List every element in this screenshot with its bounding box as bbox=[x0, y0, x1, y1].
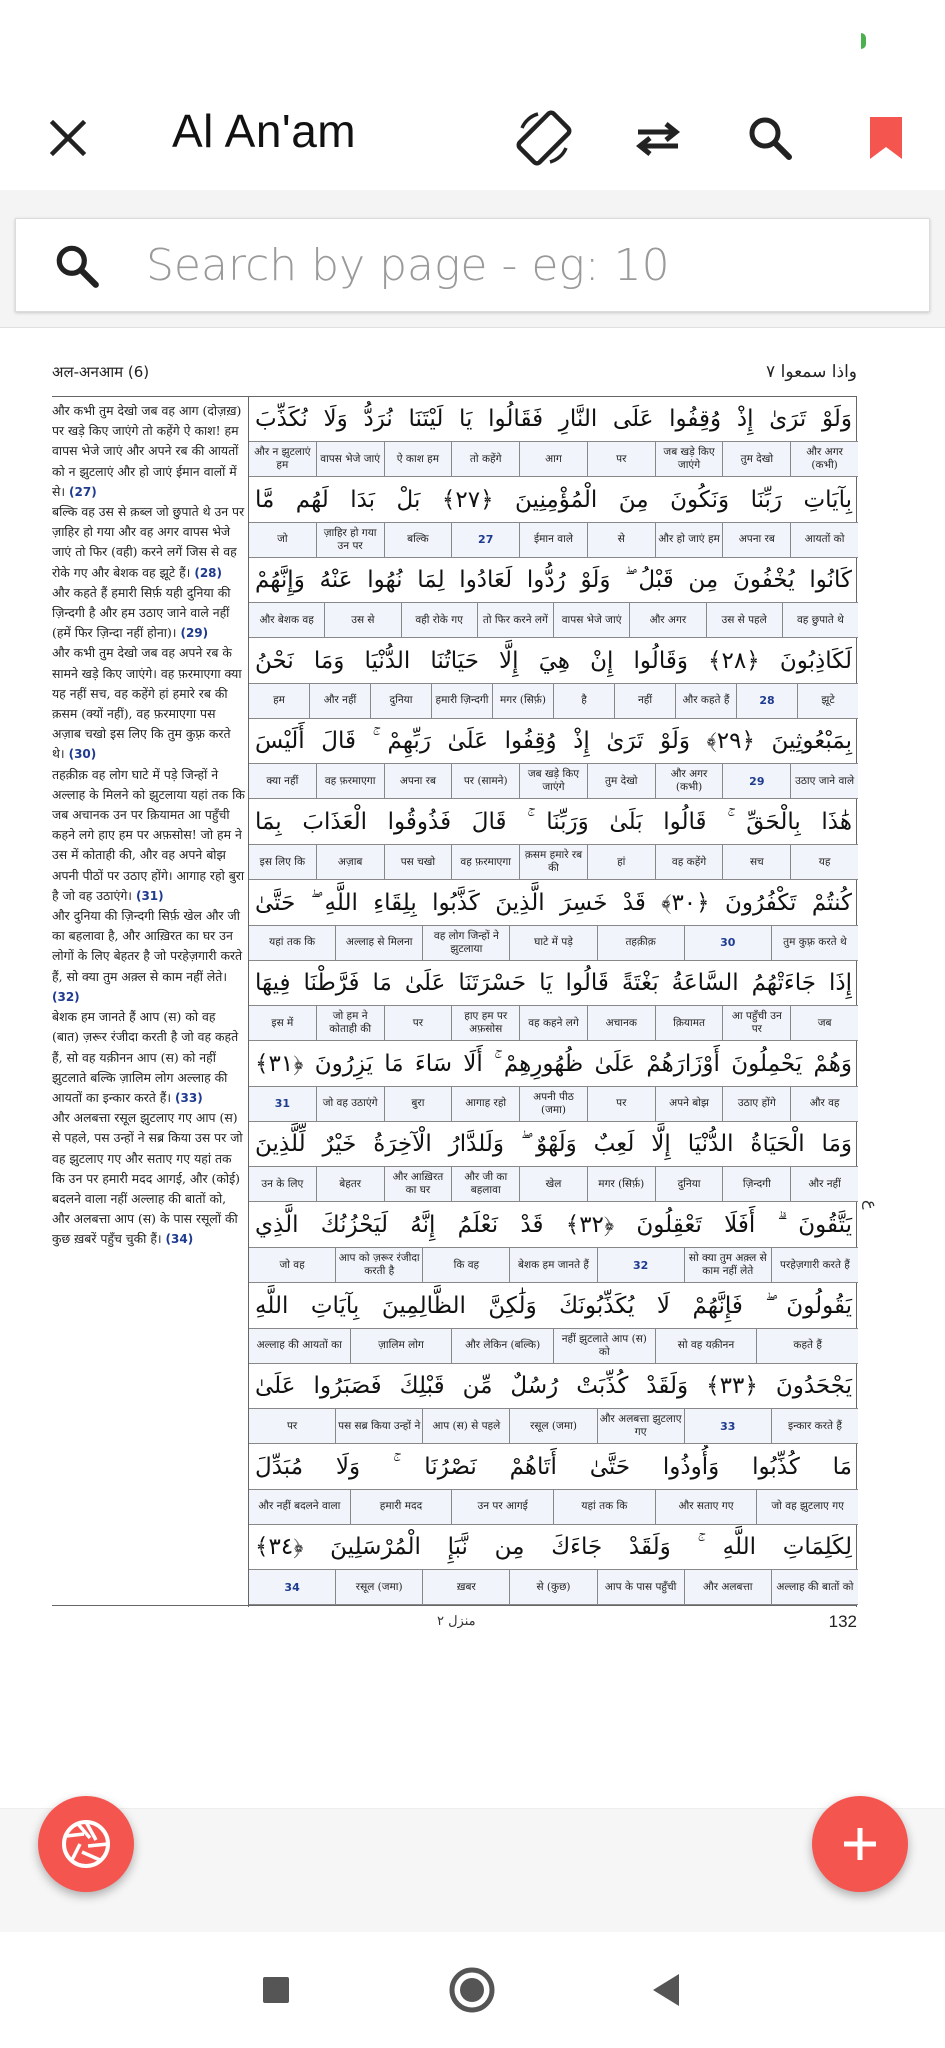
word-meaning-cell: वह छुपाते थे bbox=[782, 603, 858, 637]
word-meaning-cell: हां bbox=[587, 845, 655, 879]
word-meaning-cell: आगाह रहो bbox=[451, 1087, 519, 1121]
word-meaning-cell: जो bbox=[277, 533, 288, 546]
word-meaning-cell: और नहीं bbox=[309, 684, 370, 718]
word-meaning-cell: ईमान वाले bbox=[519, 523, 587, 557]
word-meaning-cell: तुम देखो bbox=[722, 442, 790, 476]
add-button[interactable] bbox=[812, 1796, 908, 1892]
word-by-word-row bbox=[249, 1489, 858, 1525]
app-bar bbox=[0, 80, 945, 190]
bookmark-icon bbox=[868, 115, 904, 161]
arabic-verse-line[interactable]: مَا كُذِّبُوا وَأُوذُوا حَتَّىٰ أَتَاهُمْ نَصْرُنَا ۚ وَلَا مُبَدِّلَ bbox=[255, 1453, 852, 1480]
search-bar-container bbox=[0, 190, 945, 328]
verse-line-block bbox=[249, 719, 858, 800]
word-by-word-row bbox=[249, 1569, 858, 1605]
word-meaning-cell: उस से पहले bbox=[706, 603, 782, 637]
word-meaning-cell: घाटे में पड़े bbox=[509, 926, 596, 960]
translation-paragraph bbox=[52, 1108, 246, 1249]
word-meaning-cell: अपने बोझ bbox=[655, 1087, 723, 1121]
word-meaning-cell: और अगर bbox=[629, 603, 705, 637]
word-meaning-cell: 33 bbox=[684, 1409, 771, 1443]
word-by-word-row bbox=[249, 683, 858, 719]
word-meaning-cell: और अगर (कभी) bbox=[655, 764, 723, 798]
verse-line-block bbox=[249, 478, 858, 559]
word-meaning-cell: और सताए गए bbox=[655, 1490, 757, 1524]
status-bar bbox=[0, 0, 945, 80]
word-meaning-cell: आ पहुँची उन पर bbox=[722, 1006, 790, 1040]
system-navigation-bar bbox=[0, 1932, 945, 2048]
word-meaning-cell: और हो जाएं हम bbox=[655, 523, 723, 557]
word-meaning-cell: अपना रब bbox=[384, 764, 452, 798]
word-meaning-cell: उन के लिए bbox=[261, 1177, 304, 1190]
page-footer bbox=[52, 1612, 857, 1636]
word-meaning-cell: खेल bbox=[519, 1167, 587, 1201]
arabic-verse-line[interactable]: يَجْحَدُونَ ﴿٣٣﴾ وَلَقَدْ كُذِّبَتْ رُسُلٌ مِّن قَبْلِكَ فَصَبَرُوا عَلَىٰ bbox=[255, 1373, 852, 1400]
word-meaning-cell: बल्कि bbox=[384, 523, 452, 557]
word-meaning-cell: ऐ काश हम bbox=[384, 442, 452, 476]
quran-page[interactable] bbox=[0, 328, 945, 1808]
translation-text: और कहते हैं हमारी सिर्फ़ यही दुनिया की ज़िन्दगी है और हम उठाए जाने वाले नहीं (हमें फिर ज़िन्दा नहीं होना)। bbox=[52, 584, 231, 641]
juz-name-label: واذا سمعوا ٧ bbox=[766, 362, 857, 382]
verse-number: (27) bbox=[69, 484, 97, 499]
word-meaning-cell: और नहीं बदलने वाला bbox=[258, 1500, 341, 1513]
word-meaning-cell: से (कुछ) bbox=[509, 1570, 596, 1604]
page-number: 132 bbox=[828, 1612, 857, 1631]
verse-line-block bbox=[249, 800, 858, 881]
verse-line-block bbox=[249, 1445, 858, 1526]
home-button[interactable] bbox=[442, 1960, 502, 2020]
word-meaning-cell: 34 bbox=[284, 1580, 300, 1594]
word-meaning-cell: अज़ाब bbox=[316, 845, 384, 879]
arabic-verse-line[interactable]: كُنتُمْ تَكْفُرُونَ ﴿٣٠﴾ قَدْ خَسِرَ الَّذِينَ كَذَّبُوا بِلِقَاءِ اللَّهِ ۖ حَتَّىٰ bbox=[255, 889, 852, 916]
verse-number: (30) bbox=[68, 747, 97, 762]
word-meaning-cell: हाए हम पर अफ़सोस bbox=[451, 1006, 519, 1040]
word-meaning-cell: मगर (सिर्फ़) bbox=[492, 684, 553, 718]
verse-line-block bbox=[249, 961, 858, 1042]
back-button[interactable] bbox=[636, 1960, 696, 2020]
word-meaning-cell: उठाए होंगे bbox=[722, 1087, 790, 1121]
bookmark-button[interactable] bbox=[856, 106, 916, 170]
word-by-word-row bbox=[249, 763, 858, 799]
ruku-marker: ع bbox=[862, 1200, 881, 1210]
word-meaning-cell: हमारी मदद bbox=[350, 1490, 452, 1524]
search-button[interactable] bbox=[738, 106, 802, 170]
word-meaning-cell: से bbox=[587, 523, 655, 557]
translation-text: और दुनिया की ज़िन्दगी सिर्फ़ खेल और जी का बहलावा है, और आख़िरत का घर उन लोगों के लिए बेहतर है जो परहेज़गारी करते हैं, सो क्या तुम अक़्ल से काम नहीं लेते। bbox=[52, 908, 243, 984]
word-meaning-cell: और अलबत्ता bbox=[684, 1570, 771, 1604]
word-meaning-cell: ज़ालिम लोग bbox=[350, 1329, 452, 1363]
translation-paragraph bbox=[52, 1007, 246, 1108]
translation-column bbox=[52, 397, 248, 1607]
word-meaning-cell: जो वह bbox=[279, 1258, 305, 1271]
word-by-word-row bbox=[249, 1005, 858, 1041]
word-meaning-cell: यहां तक कि bbox=[553, 1490, 655, 1524]
arabic-verse-line[interactable]: بِمَبْعُوثِينَ ﴿٢٩﴾ وَلَوْ تَرَىٰ إِذْ وُقِفُوا عَلَىٰ رَبِّهِمْ ۚ قَالَ أَلَيْسَ bbox=[255, 728, 852, 755]
word-meaning-cell: तो फिर करने लगें bbox=[477, 603, 553, 637]
verse-line-block bbox=[249, 881, 858, 962]
arabic-verse-line[interactable]: هَٰذَا بِالْحَقِّ ۚ قَالُوا بَلَىٰ وَرَبِّنَا ۚ قَالَ فَذُوقُوا الْعَذَابَ بِمَا bbox=[255, 809, 852, 835]
arabic-verse-line[interactable]: يَقُولُونَ ۖ فَإِنَّهُمْ لَا يُكَذِّبُونَكَ وَلَٰكِنَّ الظَّالِمِينَ بِآيَاتِ اللَّهِ bbox=[255, 1292, 852, 1319]
word-meaning-cell: दुनिया bbox=[370, 684, 431, 718]
verse-line-block bbox=[249, 1203, 858, 1284]
word-meaning-cell: ख़बर bbox=[422, 1570, 509, 1604]
translation-paragraph bbox=[52, 401, 246, 502]
translation-paragraph bbox=[52, 583, 246, 644]
word-meaning-cell: और जी का बहलावा bbox=[451, 1167, 519, 1201]
verse-column bbox=[248, 397, 857, 1607]
word-meaning-cell: रसूल (जमा) bbox=[335, 1570, 422, 1604]
word-meaning-cell: झूटे bbox=[797, 684, 858, 718]
word-meaning-cell: जो हम ने कोताही की bbox=[316, 1006, 384, 1040]
close-button[interactable] bbox=[36, 106, 100, 170]
translation-text: बेशक हम जानते हैं आप (स) को वह (बात) ज़रूर रंजीदा करती है जो वह कहते हैं, सो वह यक़ीनन आप (स) को नहीं झुटलाते बल्कि ज़ालिम लोग अल्लाह की आयतों का इन्कार करते हैं। bbox=[52, 1009, 239, 1105]
word-meaning-cell: अल्लाह की बातों को bbox=[771, 1570, 858, 1604]
verse-line-block bbox=[249, 558, 858, 639]
word-meaning-cell: दुनिया bbox=[655, 1167, 723, 1201]
word-meaning-cell: ज़ाहिर हो गया उन पर bbox=[316, 523, 384, 557]
word-meaning-cell: पर bbox=[587, 1087, 655, 1121]
back-triangle-icon bbox=[649, 1972, 683, 2008]
screen-rotation-icon bbox=[512, 106, 576, 170]
word-meaning-cell: 27 bbox=[451, 523, 519, 557]
word-meaning-cell: पर bbox=[384, 1006, 452, 1040]
word-meaning-cell: और आख़िरत का घर bbox=[384, 1167, 452, 1201]
word-meaning-cell: जब खड़े किए जाएंगे bbox=[519, 764, 587, 798]
page-title: Al An'am bbox=[172, 105, 357, 157]
quran-frame bbox=[52, 396, 857, 1606]
word-meaning-cell: और कहते हैं bbox=[675, 684, 736, 718]
word-meaning-cell: वापस भेजे जाएं bbox=[316, 442, 384, 476]
word-meaning-cell: बेशक हम जानते हैं bbox=[509, 1248, 596, 1282]
word-meaning-cell: और नहीं bbox=[790, 1167, 858, 1201]
verse-line-block bbox=[249, 1364, 858, 1445]
word-meaning-cell: जब खड़े किए जाएंगे bbox=[655, 442, 723, 476]
word-meaning-cell: ज़िन्दगी bbox=[722, 1167, 790, 1201]
word-meaning-cell: तो कहेंगे bbox=[451, 442, 519, 476]
word-by-word-row bbox=[249, 441, 858, 477]
word-by-word-row bbox=[249, 1328, 858, 1364]
page-header bbox=[52, 362, 857, 392]
translation-paragraph bbox=[52, 906, 246, 1007]
word-meaning-cell: अपना रब bbox=[722, 523, 790, 557]
word-meaning-cell: अल्लाह से मिलना bbox=[335, 926, 422, 960]
arabic-verse-line[interactable]: يَتَّقُونَ ۗ أَفَلَا تَعْقِلُونَ ﴿٣٢﴾ قَدْ نَعْلَمُ إِنَّهُ لَيَحْزُنُكَ الَّذِي bbox=[255, 1212, 852, 1238]
surah-name-label: अल-अनआम (6) bbox=[52, 363, 150, 381]
word-meaning-cell: कि वह bbox=[422, 1248, 509, 1282]
verse-number: (33) bbox=[175, 1090, 203, 1105]
translation-text: तहक़ीक़ वह लोग घाटे में पड़े जिन्हों ने अल्लाह के मिलने को झुटलाया यहां तक कि जब अचानक उन पर क़ियामत आ पहुँची कहने लगे हाए हम पर अफ़सोस! जो हम ने उस में कोताही की, और वह अपने बोझ अपनी पीठों पर उठाए होंगे। आगाह रहो बुरा है जो वह उठाएंगे। bbox=[52, 766, 245, 903]
word-meaning-cell: इस में bbox=[271, 1016, 294, 1029]
arabic-verse-line[interactable]: كَانُوا يُخْفُونَ مِن قَبْلُ ۖ وَلَوْ رُدُّوا لَعَادُوا لِمَا نُهُوا عَنْهُ وَإِنَّهُمْ bbox=[255, 567, 852, 594]
word-by-word-row bbox=[249, 1166, 858, 1202]
arabic-verse-line[interactable]: لَكَاذِبُونَ ﴿٢٨﴾ وَقَالُوا إِنْ هِيَ إِلَّا حَيَاتُنَا الدُّنْيَا وَمَا نَحْنُ bbox=[255, 647, 853, 674]
word-meaning-cell: तहक़ीक़ bbox=[597, 926, 684, 960]
word-meaning-cell: आयतों को bbox=[790, 523, 858, 557]
verse-line-block bbox=[249, 397, 858, 478]
word-meaning-cell: जब bbox=[790, 1006, 858, 1040]
word-meaning-cell: पस सब्र किया उन्हों ने bbox=[335, 1409, 422, 1443]
manzil-label: منزل ٢ bbox=[437, 1614, 476, 1629]
camera-shutter-icon bbox=[60, 1818, 112, 1870]
word-by-word-row bbox=[249, 925, 858, 961]
word-meaning-cell: हमारी ज़िन्दगी bbox=[431, 684, 492, 718]
word-meaning-cell: और वह bbox=[790, 1087, 858, 1121]
arabic-verse-line[interactable]: وَهُمْ يَحْمِلُونَ أَوْزَارَهُمْ عَلَىٰ ظُهُورِهِمْ ۚ أَلَا سَاءَ مَا يَزِرُونَ ﴿٣١﴾ bbox=[255, 1050, 852, 1077]
translation-paragraph bbox=[52, 765, 246, 906]
word-meaning-cell: सो वह यक़ीनन bbox=[655, 1329, 757, 1363]
word-meaning-cell: यह bbox=[790, 845, 858, 879]
search-icon bbox=[52, 241, 102, 291]
plus-icon bbox=[840, 1824, 880, 1864]
word-by-word-row bbox=[249, 522, 858, 558]
word-meaning-cell: जो वह झुटलाए गए bbox=[756, 1490, 858, 1524]
arabic-verse-line[interactable]: لِكَلِمَاتِ اللَّهِ ۚ وَلَقَدْ جَاءَكَ مِن نَّبَإِ الْمُرْسَلِينَ ﴿٣٤﴾ bbox=[255, 1534, 852, 1561]
word-meaning-cell: बुरा bbox=[384, 1087, 452, 1121]
translation-text: और अलबत्ता रसूल झुटलाए गए आप (स) से पहले, पस उन्हों ने सब्र किया उस पर जो वह झुटलाए गए और सताए गए यहां तक कि उन पर हमारी मदद आगई, और (कोई) बदलने वाला नहीं अल्लाह की बातों को, और अलबत्ता आप (स) के पास रसूलों की कुछ ख़बरें पहुँच चुकी हैं। bbox=[52, 1110, 243, 1247]
word-meaning-cell: है bbox=[553, 684, 614, 718]
swap-button[interactable] bbox=[626, 106, 690, 170]
camera-button[interactable] bbox=[38, 1796, 134, 1892]
word-meaning-cell: क़सम हमारे रब की bbox=[519, 845, 587, 879]
word-meaning-cell: वही रोके गए bbox=[401, 603, 477, 637]
word-meaning-cell: जो वह उठाएंगे bbox=[316, 1087, 384, 1121]
word-meaning-cell: पर (सामने) bbox=[451, 764, 519, 798]
word-meaning-cell: उस से bbox=[324, 603, 400, 637]
verse-line-block bbox=[249, 1042, 858, 1123]
word-meaning-cell: और बेशक वह bbox=[259, 613, 314, 626]
status-indicator-dot bbox=[856, 33, 866, 49]
word-meaning-cell: वह कहने लगे bbox=[519, 1006, 587, 1040]
arabic-verse-line[interactable]: وَلَوْ تَرَىٰ إِذْ وُقِفُوا عَلَى النَّارِ فَقَالُوا يَا لَيْتَنَا نُرَدُّ وَلَا نُكَذِّبَ bbox=[255, 406, 852, 432]
recent-apps-icon bbox=[261, 1975, 291, 2005]
word-meaning-cell: 30 bbox=[684, 926, 771, 960]
arabic-verse-line[interactable]: بِآيَاتِ رَبِّنَا وَنَكُونَ مِنَ الْمُؤْمِنِينَ ﴿٢٧﴾ بَلْ بَدَا لَهُم مَّا bbox=[255, 486, 852, 513]
word-meaning-cell: आप के पास पहुँची bbox=[597, 1570, 684, 1604]
word-meaning-cell: पस चखो bbox=[384, 845, 452, 879]
word-meaning-cell: इन्कार करते हैं bbox=[771, 1409, 858, 1443]
translation-text: बल्कि वह उस से क़ब्ल जो छुपाते थे उन पर ज़ाहिर हो गया और वह अगर वापस भेजे जाएं तो फिर (वही) करने लगें जिस से वह रोके गए और बेशक वह झूटे हैं। bbox=[52, 504, 245, 580]
word-meaning-cell: और अगर (कभी) bbox=[790, 442, 858, 476]
word-meaning-cell: तुम कुफ़्र करते थे bbox=[771, 926, 858, 960]
verse-number: (28) bbox=[194, 565, 222, 580]
word-meaning-cell: और लेकिन (बल्कि) bbox=[451, 1329, 553, 1363]
word-meaning-cell: अचानक bbox=[587, 1006, 655, 1040]
word-meaning-cell: वापस भेजे जाएं bbox=[553, 603, 629, 637]
translation-paragraph bbox=[52, 502, 246, 583]
word-meaning-cell: नहीं झुटलाते आप (स) को bbox=[553, 1329, 655, 1363]
translation-text: और कभी तुम देखो जब वह अपने रब के सामने खड़े किए जाएंगे। वह फ़रमाएगा क्या यह नहीं सच, वह कहेंगे हां हमारे रब की क़सम (क्यों नहीं), वह फ़रमाएगा पस अज़ाब चखो इस लिए कि तुम कुफ़्र करते थे। bbox=[52, 645, 242, 762]
verse-line-block bbox=[249, 639, 858, 720]
word-meaning-cell: आग bbox=[519, 442, 587, 476]
word-meaning-cell: वह कहेंगे bbox=[655, 845, 723, 879]
word-meaning-cell: बेहतर bbox=[316, 1167, 384, 1201]
word-meaning-cell: इस लिए कि bbox=[259, 855, 306, 868]
word-meaning-cell: हम bbox=[273, 694, 285, 707]
word-meaning-cell: वह फ़रमाएगा bbox=[316, 764, 384, 798]
translation-text: और कभी तुम देखो जब वह आग (दोज़ख़) पर खड़े किए जाएंगे तो कहेंगे ऐ काश! हम वापस भेजे जाएं और अपने रब की आयतों को न झुटलाएं और हो जाएं ईमान वालों में से। bbox=[52, 403, 242, 499]
page-search-input[interactable] bbox=[146, 235, 906, 295]
close-icon bbox=[48, 118, 88, 158]
verse-number: (32) bbox=[52, 989, 80, 1004]
word-meaning-cell: रसूल (जमा) bbox=[509, 1409, 596, 1443]
word-by-word-row bbox=[249, 602, 858, 638]
verse-number: (34) bbox=[165, 1232, 194, 1247]
search-box bbox=[15, 218, 930, 312]
bottom-toolbar bbox=[0, 1808, 945, 1932]
word-meaning-cell: पर bbox=[286, 1419, 298, 1432]
word-meaning-cell: नहीं bbox=[614, 684, 675, 718]
word-meaning-cell: वह फ़रमाएगा bbox=[451, 845, 519, 879]
word-meaning-cell: तुम देखो bbox=[587, 764, 655, 798]
word-meaning-cell: आप (स) से पहले bbox=[422, 1409, 509, 1443]
word-by-word-row bbox=[249, 1408, 858, 1444]
verse-line-block bbox=[249, 1525, 858, 1606]
word-meaning-cell: मगर (सिर्फ़) bbox=[587, 1167, 655, 1201]
home-circle-icon bbox=[447, 1965, 497, 2015]
word-by-word-row bbox=[249, 844, 858, 880]
word-meaning-cell: और न झुटलाएं हम bbox=[254, 446, 311, 471]
word-by-word-row bbox=[249, 1086, 858, 1122]
word-meaning-cell: अपनी पीठ (जमा) bbox=[519, 1087, 587, 1121]
word-by-word-row bbox=[249, 1247, 858, 1283]
word-meaning-cell: उन पर आगई bbox=[451, 1490, 553, 1524]
translation-paragraph bbox=[52, 643, 246, 764]
word-meaning-cell: क़ियामत bbox=[655, 1006, 723, 1040]
word-meaning-cell: अल्लाह की आयतों का bbox=[256, 1339, 342, 1352]
verse-line-block bbox=[249, 1284, 858, 1365]
recent-apps-button[interactable] bbox=[246, 1960, 306, 2020]
word-meaning-cell: 29 bbox=[722, 764, 790, 798]
arabic-verse-line[interactable]: وَمَا الْحَيَاةُ الدُّنْيَا إِلَّا لَعِبٌ وَلَهْوٌ ۖ وَلَلدَّارُ الْآخِرَةُ خَيْرٌ لِّلَّذِينَ bbox=[255, 1131, 852, 1158]
rotate-screen-button[interactable] bbox=[506, 100, 582, 176]
word-meaning-cell: पर bbox=[587, 442, 655, 476]
word-meaning-cell: यहां तक कि bbox=[269, 936, 316, 949]
verse-line-block bbox=[249, 1122, 858, 1203]
word-meaning-cell: परहेज़गारी करते हैं bbox=[771, 1248, 858, 1282]
word-meaning-cell: उठाए जाने वाले bbox=[790, 764, 858, 798]
word-meaning-cell: और अलबत्ता झुटलाए गए bbox=[597, 1409, 684, 1443]
word-meaning-cell: 31 bbox=[274, 1097, 291, 1111]
verse-number: (29) bbox=[180, 626, 209, 641]
word-meaning-cell: सच bbox=[722, 845, 790, 879]
word-meaning-cell: आप को ज़रूर रंजीदा करती है bbox=[335, 1248, 422, 1282]
word-meaning-cell: कहते हैं bbox=[756, 1329, 858, 1363]
word-meaning-cell: वह लोग जिन्हों ने झुटलाया bbox=[422, 926, 509, 960]
word-meaning-cell: क्या नहीं bbox=[266, 774, 299, 787]
arabic-verse-line[interactable]: إِذَا جَاءَتْهُمُ السَّاعَةُ بَغْتَةً قَالُوا يَا حَسْرَتَنَا عَلَىٰ مَا فَرَّطْنَا فِيهَا bbox=[255, 970, 852, 997]
swap-arrows-icon bbox=[634, 118, 682, 158]
verse-number: (31) bbox=[135, 888, 164, 903]
word-meaning-cell: 32 bbox=[597, 1248, 684, 1282]
word-meaning-cell: 28 bbox=[736, 684, 797, 718]
search-icon bbox=[746, 114, 794, 162]
word-meaning-cell: सो क्या तुम अक़्ल से काम नहीं लेते bbox=[684, 1248, 771, 1282]
